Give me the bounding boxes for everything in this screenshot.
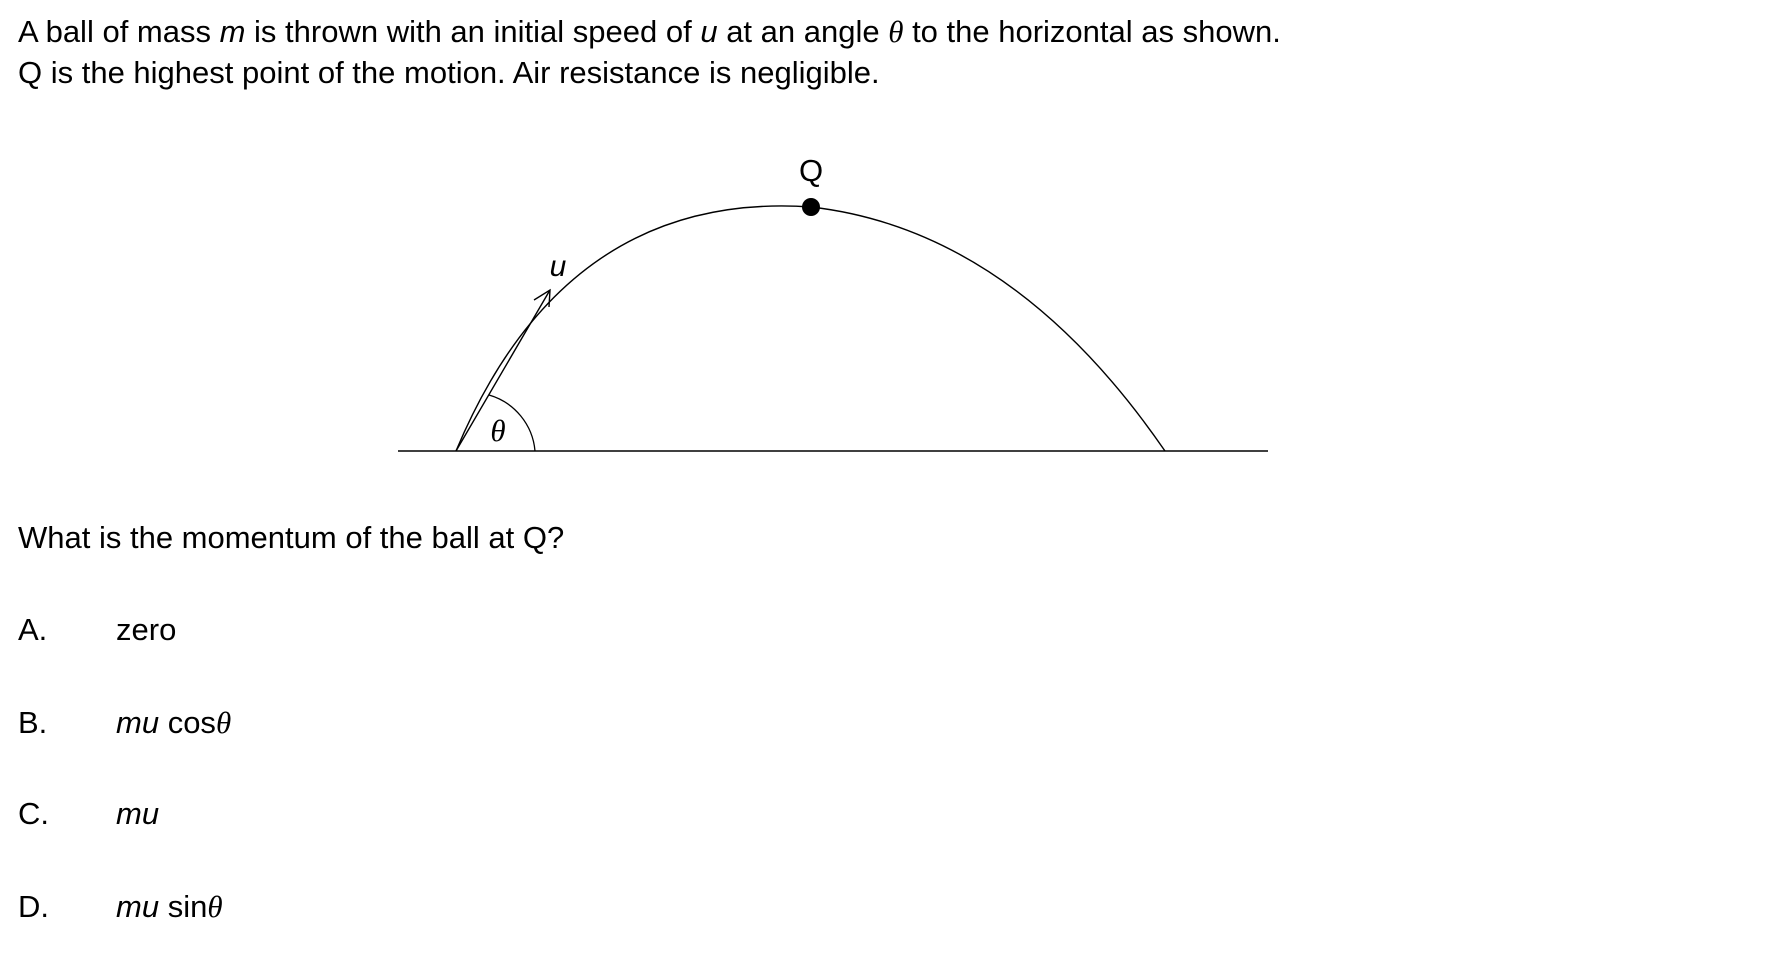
option-letter: C. [18, 796, 49, 831]
highest-point-marker [802, 198, 820, 216]
option-text: sin [159, 889, 208, 924]
question-text: at an angle [717, 14, 889, 49]
option-theta: θ [215, 705, 232, 740]
label-Q: Q [798, 153, 824, 188]
question-text: is thrown with an initial speed of [245, 14, 701, 49]
option-theta: θ [207, 889, 223, 924]
option-a[interactable] [18, 614, 176, 645]
option-italic: mu [116, 796, 160, 831]
question-line-2: Q is the highest point of the motion. Air resistance is negligible. [18, 55, 880, 90]
mass-symbol: m [219, 14, 246, 49]
option-letter: A. [18, 612, 48, 647]
question-text: to the horizontal as shown. [903, 14, 1281, 49]
label-u: u [549, 250, 567, 283]
label-theta: θ [490, 413, 506, 448]
question-prompt: What is the momentum of the ball at Q? [18, 520, 565, 555]
option-b[interactable] [18, 707, 231, 738]
angle-symbol: θ [888, 14, 904, 49]
option-text: cos [159, 705, 216, 740]
option-c[interactable] [18, 798, 159, 829]
option-italic: mu [116, 889, 160, 924]
question-text: A ball of mass [18, 14, 220, 49]
option-italic: mu [116, 705, 160, 740]
option-d[interactable] [18, 891, 223, 922]
option-letter: D. [18, 889, 49, 924]
trajectory-curve [456, 206, 1165, 451]
option-letter: B. [18, 705, 48, 740]
speed-symbol: u [700, 14, 718, 49]
option-text: zero [116, 612, 177, 647]
